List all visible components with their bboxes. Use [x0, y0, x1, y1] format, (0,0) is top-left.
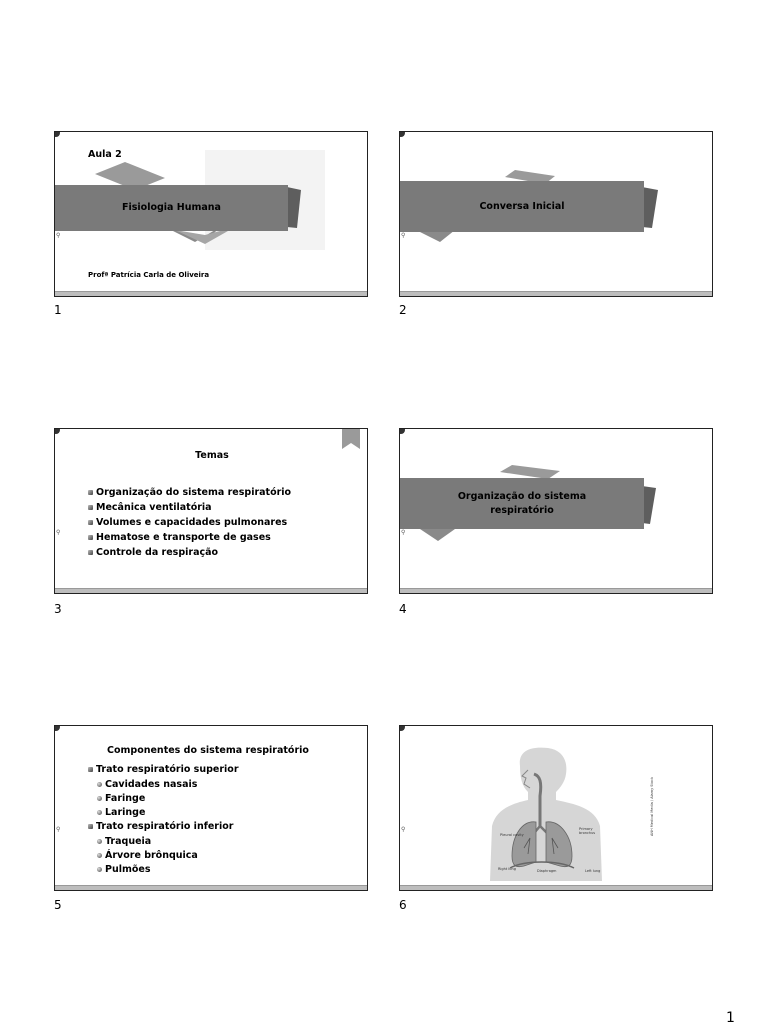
- label-primary-bronchus: Primary bronchus: [579, 827, 596, 835]
- list-item: Volumes e capacidades pulmonares: [88, 515, 291, 530]
- sub-bullet-icon: [97, 796, 102, 801]
- slide-corner-dot: [54, 725, 60, 731]
- slide-1-side-mark: ⚲: [56, 232, 61, 239]
- respiratory-system-illustration: [400, 726, 713, 891]
- slide-3: [54, 428, 368, 594]
- bullet-icon: [88, 824, 93, 829]
- slide-3-number: 3: [54, 602, 62, 616]
- list-subitem: Árvore brônquica: [88, 848, 239, 862]
- slide-5-title: Componentes do sistema respiratório: [107, 745, 309, 756]
- slide-bottom-bar: [400, 885, 712, 890]
- slide-1: [54, 131, 368, 297]
- slide-4: [399, 428, 713, 594]
- slide-4-side-mark: ⚲: [401, 529, 406, 536]
- list-item: Hematose e transporte de gases: [88, 530, 291, 545]
- list-item: Organização do sistema respiratório: [88, 485, 291, 500]
- slide-bottom-bar: [400, 588, 712, 593]
- slide-3-title: Temas: [195, 450, 229, 461]
- list-item: Controle da respiração: [88, 545, 291, 560]
- slide-2-side-mark: ⚲: [401, 232, 406, 239]
- list-subitem: Laringe: [88, 805, 239, 819]
- slide-5-bullet-list: [88, 762, 239, 876]
- list-subitem: Faringe: [88, 791, 239, 805]
- bullet-icon: [88, 505, 93, 510]
- sub-bullet-icon: [97, 839, 102, 844]
- list-item: Trato respiratório superior: [88, 762, 239, 777]
- bullet-icon: [88, 550, 93, 555]
- slide-bottom-bar: [55, 291, 367, 296]
- slide-2-ribbon: Conversa Inicial: [400, 181, 644, 232]
- slide-bottom-bar: [400, 291, 712, 296]
- slide-bottom-bar: [55, 885, 367, 890]
- slide-1-ribbon: Fisiologia Humana: [55, 185, 288, 231]
- slide-4-ribbon-line2: respiratório: [490, 504, 554, 516]
- bookmark-icon: [342, 429, 362, 451]
- sub-bullet-icon: [97, 867, 102, 872]
- list-subitem: Pulmões: [88, 862, 239, 876]
- slide-1-number: 1: [54, 303, 62, 317]
- image-credit: ANH Medical Media / Alamy Stock: [650, 777, 654, 836]
- list-item: Trato respiratório inferior: [88, 819, 239, 834]
- page-number: 1: [726, 1010, 735, 1026]
- slide-5: [54, 725, 368, 891]
- label-diaphragm: Diaphragm: [537, 869, 557, 873]
- slide-5-side-mark: ⚲: [56, 826, 61, 833]
- label-left-lung: Left lung: [585, 869, 601, 873]
- slide-4-number: 4: [399, 602, 407, 616]
- list-subitem: Cavidades nasais: [88, 777, 239, 791]
- slide-6: [399, 725, 713, 891]
- bullet-icon: [88, 535, 93, 540]
- slide-3-bullet-list: [88, 485, 291, 560]
- slide-bottom-bar: [55, 588, 367, 593]
- slide-4-ribbon-line1: Organização do sistema: [457, 491, 587, 503]
- sub-bullet-icon: [97, 810, 102, 815]
- bullet-icon: [88, 520, 93, 525]
- label-pleural-cavity: Pleural cavity: [500, 833, 524, 837]
- slide-6-side-mark: ⚲: [401, 826, 406, 833]
- slide-3-side-mark: ⚲: [56, 529, 61, 536]
- slide-6-number: 6: [399, 898, 407, 912]
- list-item: Mecânica ventilatória: [88, 500, 291, 515]
- slide-2-number: 2: [399, 303, 407, 317]
- label-right-lung: Right lung: [498, 867, 516, 871]
- sub-bullet-icon: [97, 853, 102, 858]
- slide-5-number: 5: [54, 898, 62, 912]
- sub-bullet-icon: [97, 782, 102, 787]
- bullet-icon: [88, 490, 93, 495]
- slide-4-ribbon: [400, 478, 644, 529]
- slide-1-author: Profª Patrícia Carla de Oliveira: [88, 271, 210, 279]
- list-subitem: Traqueia: [88, 834, 239, 848]
- slide-corner-dot: [54, 428, 60, 434]
- slide-1-small-title: Aula 2: [88, 149, 122, 160]
- slide-2: [399, 131, 713, 297]
- bullet-icon: [88, 767, 93, 772]
